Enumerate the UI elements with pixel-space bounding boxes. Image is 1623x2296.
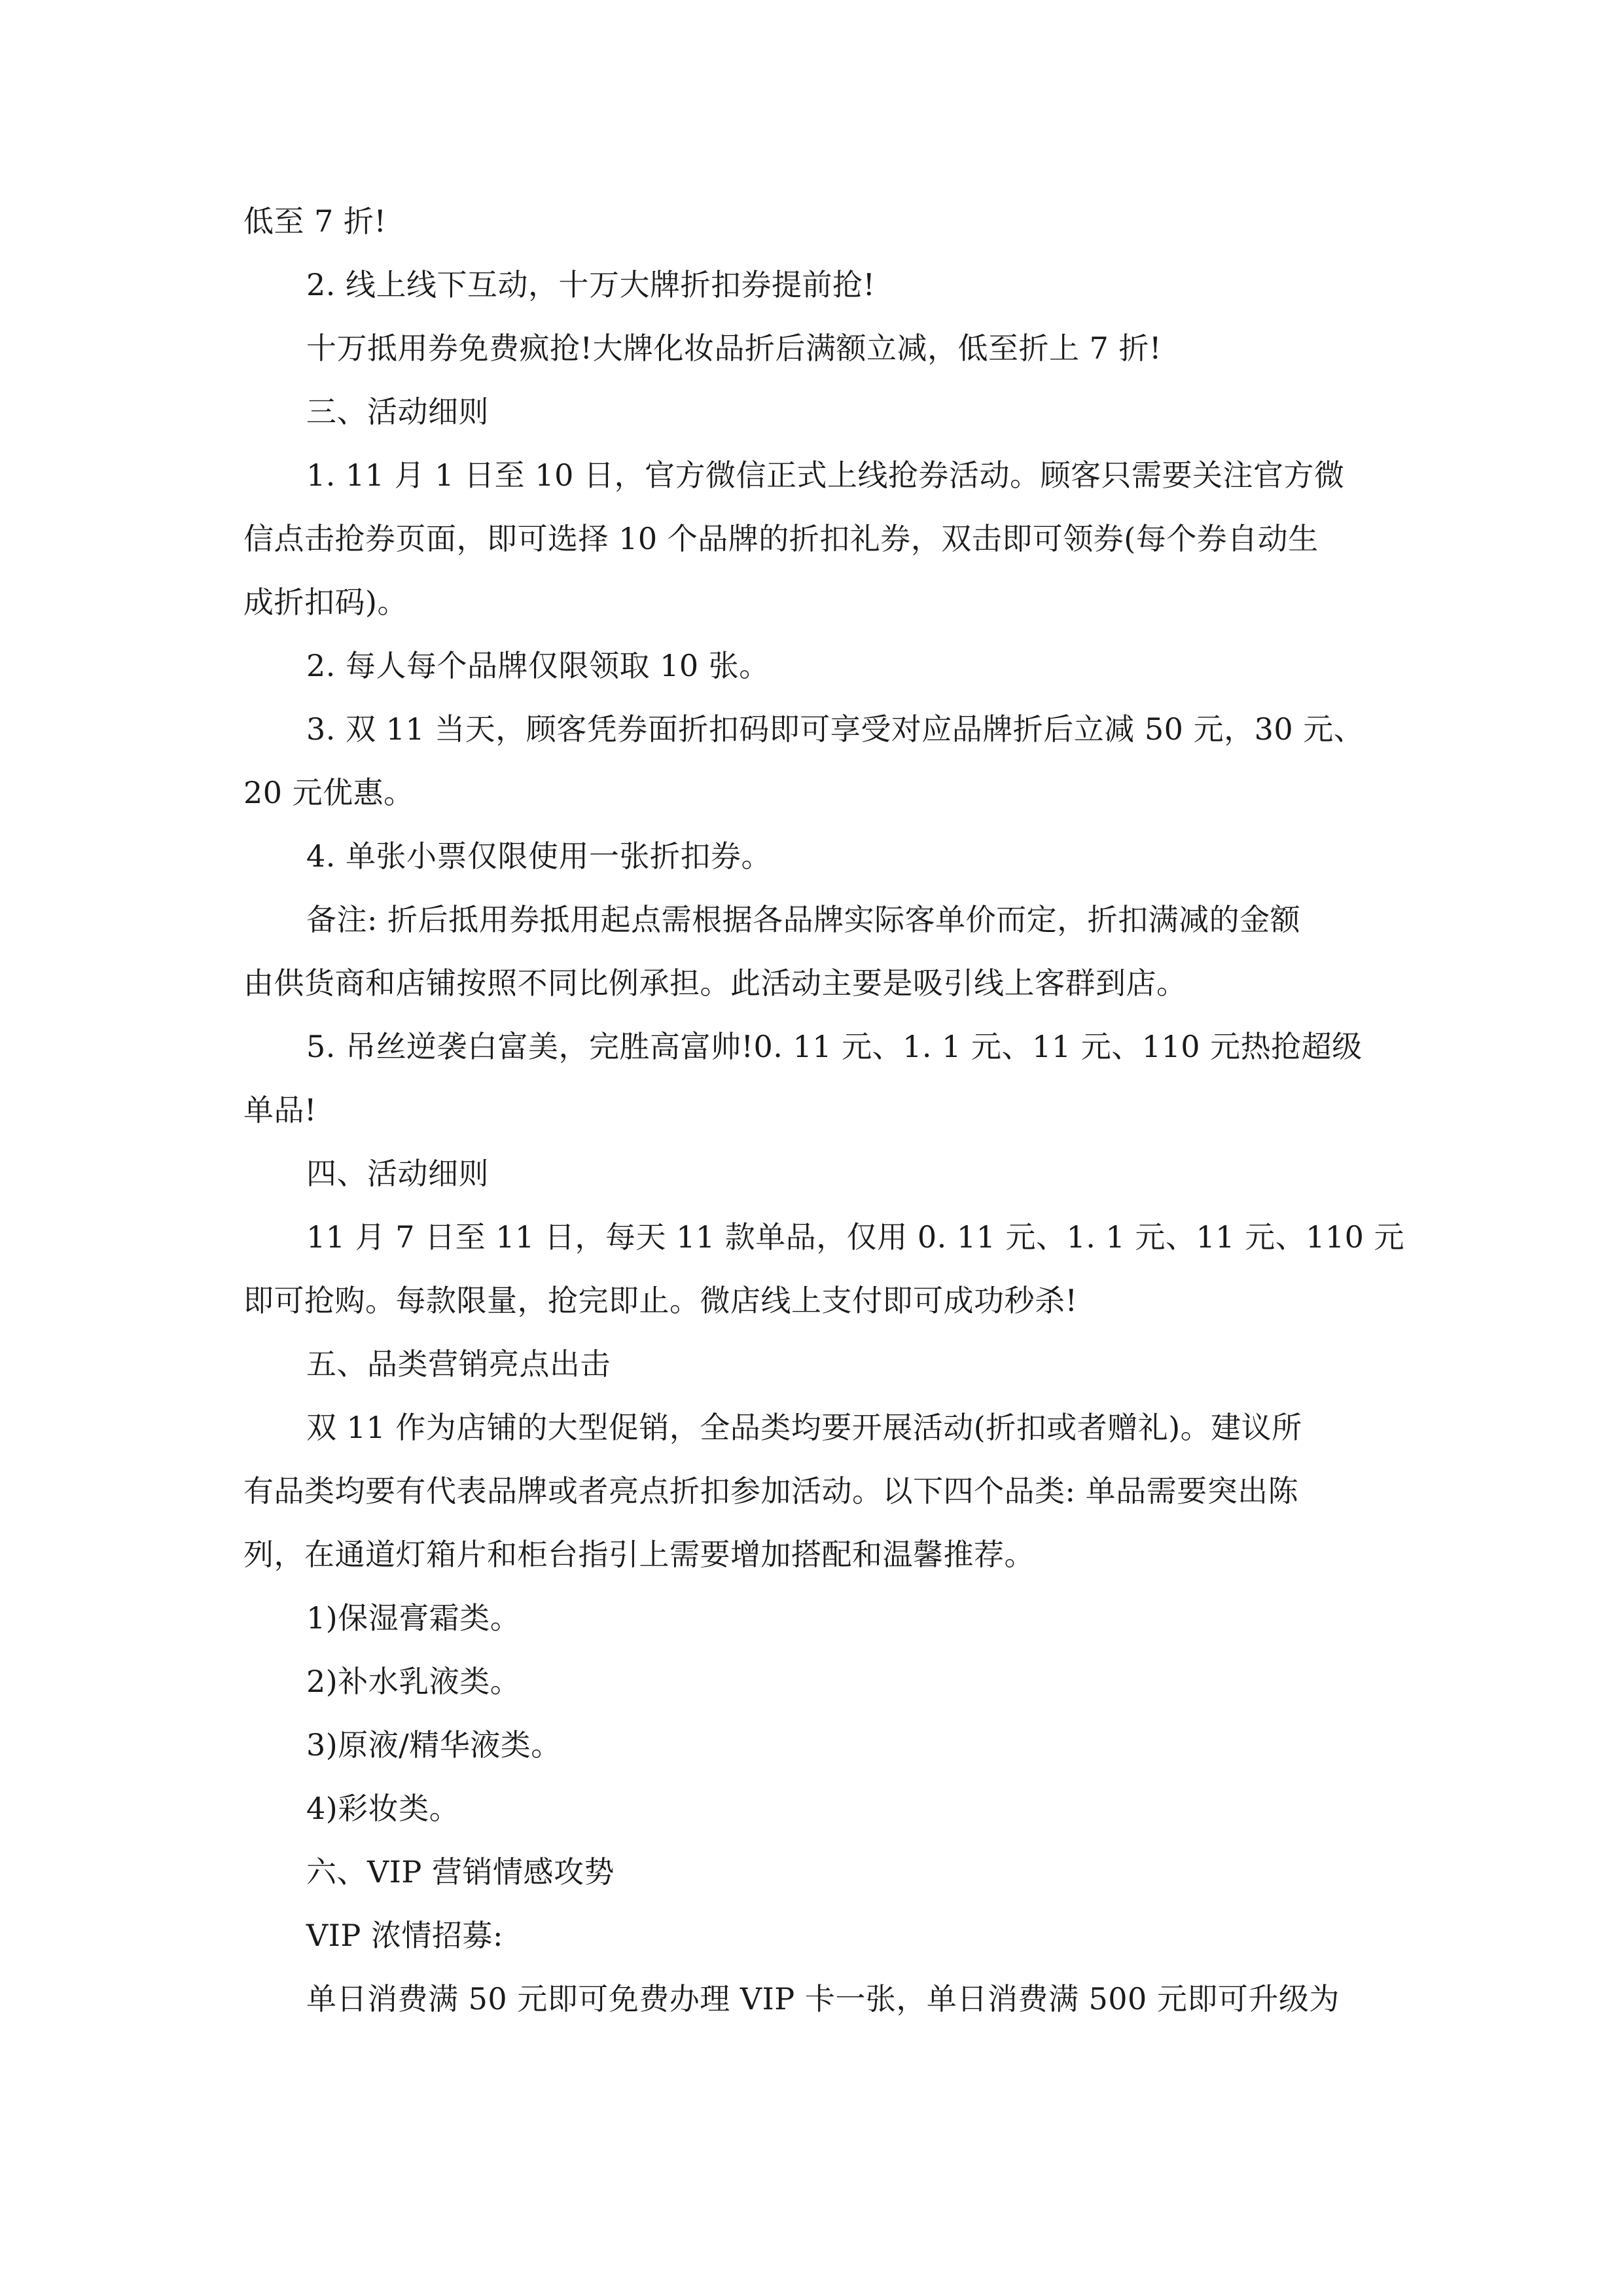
text-line: 信点击抢券页面，即可选择 10 个品牌的折扣礼券，双击即可领券(每个券自动生 (243, 521, 1319, 556)
section-heading: 五、品类营销亮点出击 (306, 1346, 611, 1382)
text-line: 列，在通道灯箱片和柜台指引上需要增加搭配和温馨推荐。 (243, 1537, 1035, 1572)
document-body (243, 190, 1404, 2031)
text-line: 双 11 作为店铺的大型促销，全品类均要开展活动(折扣或者赠礼)。建议所 (306, 1410, 1302, 1445)
text-line: 1. 11 月 1 日至 10 日，官方微信正式上线抢券活动。顾客只需要关注官方微 (306, 457, 1345, 493)
text-line: 单品! (243, 1092, 317, 1128)
text-line: 低至 7 折! (243, 204, 387, 239)
text-line: 十万抵用券免费疯抢!大牌化妆品折后满额立减，低至折上 7 折! (306, 331, 1162, 366)
text-line: 2. 线上线下互动，十万大牌折扣券提前抢! (306, 267, 876, 302)
text-line: 11 月 7 日至 11 日，每天 11 款单品，仅用 0. 11 元、1. 1 元、11 元、110 元 (306, 1219, 1404, 1255)
text-line: 20 元优惠。 (243, 775, 414, 810)
text-line: 成折扣码)。 (243, 584, 408, 620)
text-line: 5. 吊丝逆袭白富美，完胜高富帅!0. 11 元、1. 1 元、11 元、110 元热抢超级 (306, 1029, 1363, 1064)
text-line: 有品类均要有代表品牌或者亮点折扣参加活动。以下四个品类: 单品需要突出陈 (243, 1473, 1299, 1509)
text-line: 单日消费满 50 元即可免费办理 VIP 卡一张，单日消费满 500 元即可升级为 (306, 1981, 1340, 2017)
text-line: VIP 浓情招募: (306, 1918, 503, 1953)
list-item: 4)彩妆类。 (306, 1791, 460, 1826)
list-item: 2)补水乳液类。 (306, 1664, 521, 1699)
text-line: 2. 每人每个品牌仅限领取 10 张。 (306, 648, 770, 683)
list-item: 3)原液/精华液类。 (306, 1727, 562, 1763)
section-heading: 三、活动细则 (306, 394, 489, 429)
text-line: 4. 单张小票仅限使用一张折扣券。 (306, 838, 772, 874)
list-item: 1)保湿膏霜类。 (306, 1600, 521, 1636)
section-heading: 六、VIP 营销情感攻势 (306, 1854, 615, 1890)
text-line: 由供货商和店铺按照不同比例承担。此活动主要是吸引线上客群到店。 (243, 965, 1187, 1001)
text-line: 3. 双 11 当天，顾客凭券面折扣码即可享受对应品牌折后立减 50 元，30 元、 (306, 711, 1364, 747)
text-line: 即可抢购。每款限量，抢完即止。微店线上支付即可成功秒杀! (243, 1283, 1078, 1318)
section-heading: 四、活动细则 (306, 1156, 489, 1191)
text-line: 备注: 折后抵用券抵用起点需根据各品牌实际客单价而定，折扣满减的金额 (306, 902, 1301, 937)
